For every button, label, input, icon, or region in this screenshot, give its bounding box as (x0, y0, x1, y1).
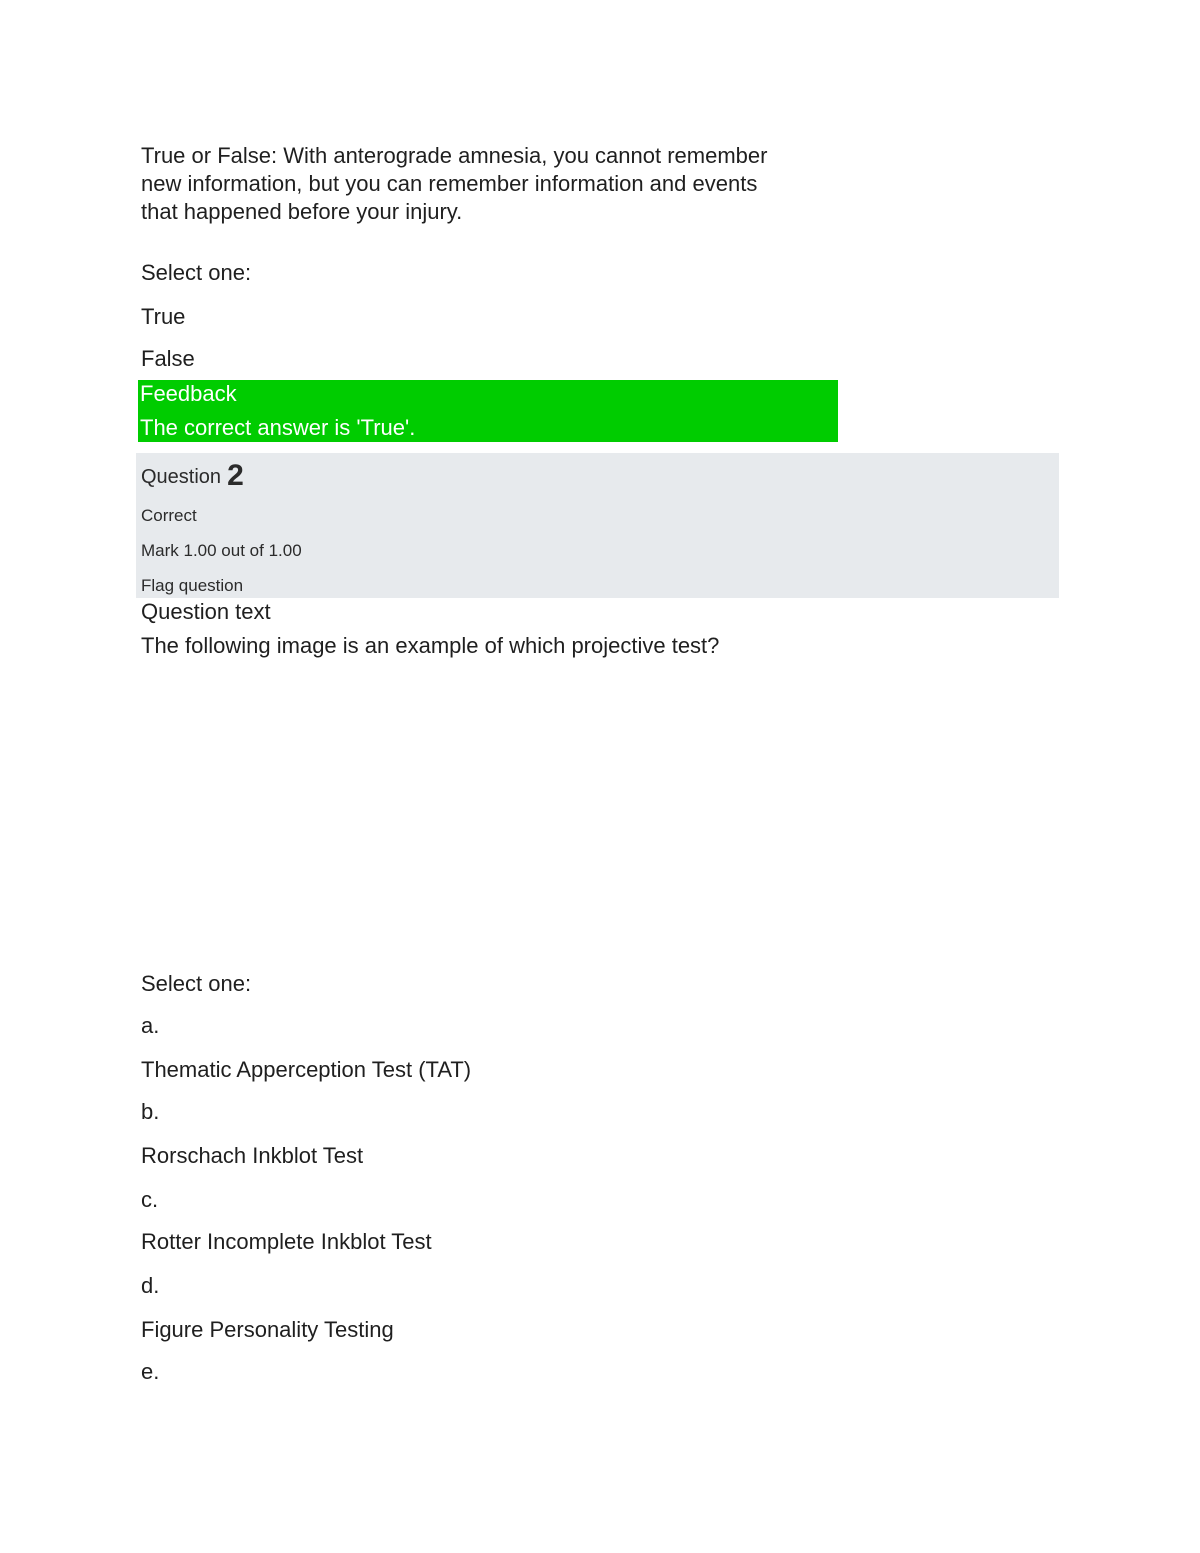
question-1-option-true[interactable]: True (141, 304, 186, 329)
option-a-text[interactable]: Thematic Apperception Test (TAT) (141, 1057, 472, 1082)
option-e-letter[interactable]: e. (141, 1359, 160, 1384)
question-2-info-panel (136, 453, 1059, 598)
flag-question-link[interactable]: Flag question (141, 576, 244, 595)
question-2-text: The following image is an example of which projective test? (141, 633, 720, 658)
question-1-select-prompt: Select one: (141, 260, 252, 285)
question-1-option-false[interactable]: False (141, 346, 195, 371)
question-2-mark: Mark 1.00 out of 1.00 (141, 541, 302, 560)
question-number: 2 (227, 459, 244, 492)
question-2-select-prompt: Select one: (141, 971, 252, 996)
question-2-status: Correct (141, 506, 197, 525)
feedback-panel (138, 380, 838, 442)
option-c-letter[interactable]: c. (141, 1187, 159, 1212)
question-2-section-label: Question text (141, 599, 271, 624)
option-b-text[interactable]: Rorschach Inkblot Test (141, 1143, 364, 1168)
feedback-correct-answer: The correct answer is 'True'. (140, 415, 416, 440)
option-a-letter[interactable]: a. (141, 1013, 160, 1038)
option-d-text[interactable]: Figure Personality Testing (141, 1317, 394, 1342)
option-c-text[interactable]: Rotter Incomplete Inkblot Test (141, 1229, 432, 1254)
option-d-letter[interactable]: d. (141, 1273, 160, 1298)
question-1-text: True or False: With anterograde amnesia, you cannot remember new information, but you can remember information and events that happened before your injury. (141, 143, 768, 224)
question-label: Question (141, 466, 222, 488)
option-b-letter[interactable]: b. (141, 1099, 160, 1124)
question-2-heading (141, 459, 244, 492)
feedback-heading: Feedback (140, 381, 237, 406)
